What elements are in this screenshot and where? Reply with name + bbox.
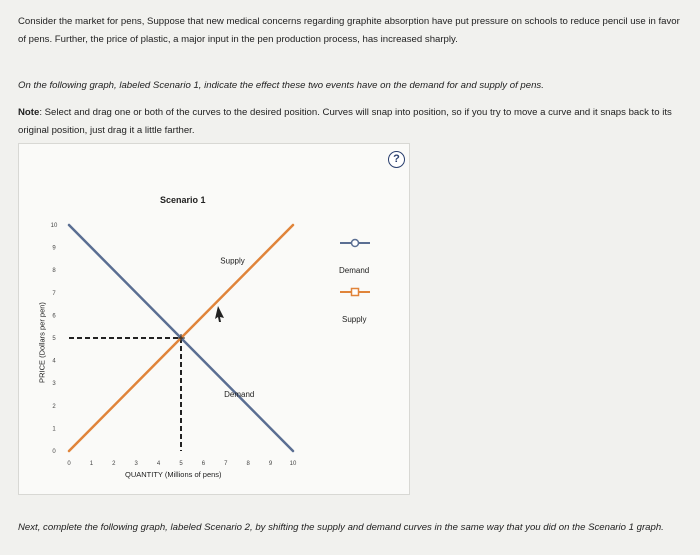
x-tick-label: 6 (201, 461, 206, 467)
x-tick-label: 3 (134, 461, 138, 467)
demand-curve-label: Demand (224, 389, 255, 399)
legend-supply-marker-icon (352, 289, 359, 296)
y-tick-label: 5 (52, 336, 56, 342)
y-tick-label: 8 (52, 268, 56, 275)
x-tick-label: 7 (224, 461, 228, 467)
problem-statement: Consider the market for pens, Suppose that new medical concerns regarding graphite absorption have put pressure on schools to reduce pencil use in favor of pens. Further, the price of plastic, a major input in the pen production process, has increased sharply. (18, 16, 680, 45)
chart-title: Scenario 1 (160, 195, 206, 205)
y-tick-label: 9 (52, 245, 56, 252)
y-tick-label: 1 (52, 426, 56, 433)
supply-curve-label: Supply (220, 256, 245, 266)
instruction-text: On the following graph, labeled Scenario 1, indicate the effect these two events have on the demand for and supply of pens. (18, 80, 544, 91)
x-tick-label: 5 (179, 461, 183, 467)
legend-demand-marker-icon (352, 240, 359, 247)
y-axis-label: PRICE (Dollars per pen) (37, 302, 47, 383)
next-instruction: Next, complete the following graph, labeled Scenario 2, by shifting the supply and demand curves in the same way that you did on the Scenario 1 graph. (18, 522, 664, 533)
legend-supply-tool[interactable] (340, 289, 370, 296)
x-tick-label: 0 (67, 461, 71, 467)
x-tick-label: 4 (156, 461, 161, 467)
x-axis-label: QUANTITY (Millions of pens) (125, 470, 222, 479)
note-label: Note (18, 107, 40, 118)
x-tick-label: 8 (246, 461, 250, 467)
y-tick-label: 3 (52, 381, 56, 388)
x-tick-label: 10 (289, 461, 297, 467)
y-tick-label: 7 (52, 290, 56, 297)
x-tick-label: 2 (112, 461, 116, 467)
legend-supply-label: Supply (342, 315, 367, 324)
note-body: : Select and drag one or both of the curves to the desired position. Curves will snap into position, so if you try to move a curve and it snaps back to its original position, just drag it a little farther. (18, 107, 672, 136)
y-tick-label: 0 (52, 449, 56, 455)
y-tick-label: 10 (50, 223, 58, 229)
cursor-icon (215, 306, 224, 322)
y-tick-label: 6 (52, 313, 56, 320)
y-tick-label: 2 (52, 403, 56, 410)
legend-demand-tool[interactable] (340, 240, 370, 247)
help-icon[interactable]: ? (388, 151, 405, 168)
legend-demand-label: Demand (339, 266, 370, 275)
y-tick-label: 4 (52, 358, 56, 365)
x-tick-label: 1 (89, 461, 94, 467)
x-tick-label: 9 (268, 461, 273, 467)
